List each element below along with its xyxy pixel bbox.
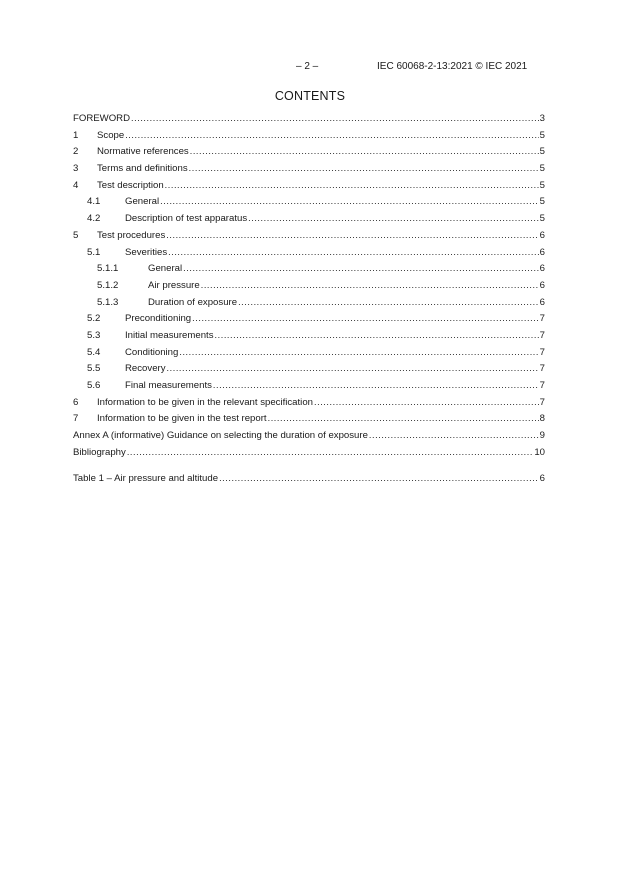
- toc-entry-page-number: 5: [539, 129, 545, 141]
- toc-entry-page-number: 7: [539, 329, 545, 341]
- toc-entry[interactable]: [73, 280, 545, 297]
- toc-entry-page-number: 7: [539, 346, 545, 358]
- dot-leader: [183, 263, 539, 274]
- toc-entry-title: Normative references: [97, 146, 189, 158]
- toc-entry-page-number: 6: [539, 473, 545, 485]
- dot-leader: [165, 180, 539, 191]
- toc-entry-number: 3: [73, 163, 79, 175]
- toc-entry-number: 5.5: [87, 363, 101, 375]
- toc-entry[interactable]: [73, 146, 545, 163]
- toc-entry-page-number: 6: [539, 296, 545, 308]
- toc-entry-title: Final measurements: [125, 380, 212, 391]
- toc-entry-title: General: [148, 263, 183, 275]
- toc-entry-title: Air pressure: [148, 279, 200, 291]
- toc-entry-number: 1: [73, 129, 79, 141]
- dot-leader: [160, 196, 539, 207]
- toc-entry-page-number: 6: [539, 246, 545, 258]
- toc-entry-page-number: 3: [539, 113, 545, 124]
- toc-entry-number: 7: [73, 413, 79, 425]
- dot-leader: [167, 363, 539, 374]
- toc-entry-number: 5.6: [87, 380, 101, 391]
- dot-leader: [248, 213, 539, 224]
- toc-entry-title: Table 1 – Air pressure and altitude: [73, 473, 219, 485]
- dot-leader: [238, 297, 539, 308]
- toc-entry[interactable]: [73, 397, 545, 414]
- dot-leader: [166, 230, 538, 241]
- toc-entry-number: 4: [73, 179, 79, 191]
- toc-entry-page-number: 8: [539, 413, 545, 425]
- toc-entry-page-number: 5: [539, 196, 545, 208]
- dot-leader: [131, 113, 539, 124]
- toc-entry-number: 2: [73, 146, 79, 158]
- toc-entry-number: 5.1.2: [97, 279, 119, 291]
- list-of-tables: [73, 473, 545, 490]
- dot-leader: [201, 280, 539, 291]
- toc-entry-number: 5.2: [87, 313, 101, 325]
- toc-entry-title: Bibliography: [73, 446, 126, 458]
- toc-list: [73, 113, 545, 463]
- toc-entry[interactable]: [73, 447, 545, 464]
- dot-leader: [369, 430, 539, 441]
- toc-entry-number: 4.2: [87, 213, 101, 225]
- dot-leader: [219, 473, 539, 484]
- dot-leader: [213, 380, 539, 391]
- toc-entry-title: Terms and definitions: [97, 163, 188, 175]
- toc-entry[interactable]: [73, 213, 545, 230]
- toc-entry-title: Description of test apparatus: [125, 213, 248, 225]
- toc-entry[interactable]: [73, 263, 545, 280]
- toc-gap: [73, 463, 545, 473]
- toc-entry[interactable]: [73, 330, 545, 347]
- toc-entry[interactable]: [73, 113, 545, 130]
- toc-entry[interactable]: [73, 163, 545, 180]
- toc-entry[interactable]: [73, 313, 545, 330]
- toc-entry[interactable]: [73, 380, 545, 397]
- toc-entry-title: Initial measurements: [125, 329, 214, 341]
- toc-entry-number: 5: [73, 229, 79, 241]
- toc-entry-title: Test description: [97, 179, 164, 191]
- toc-entry[interactable]: [73, 180, 545, 197]
- toc-entry-page-number: 5: [539, 163, 545, 175]
- toc-entry[interactable]: [73, 130, 545, 147]
- toc-entry-title: Annex A (informative) Guidance on selecting the duration of exposure: [73, 430, 368, 442]
- toc-entry-title: Test procedures: [97, 229, 166, 241]
- toc-entry-title: Scope: [97, 129, 125, 141]
- toc-entry-page-number: 9: [539, 430, 545, 442]
- toc-entry-page-number: 6: [539, 263, 545, 275]
- toc-entry-page-number: 6: [539, 279, 545, 291]
- toc-entry-page-number: 7: [539, 313, 545, 325]
- dot-leader: [215, 330, 539, 341]
- toc-entry[interactable]: [73, 196, 545, 213]
- toc-entry-number: 5.3: [87, 329, 101, 341]
- toc-entry-page-number: 6: [539, 229, 545, 241]
- toc-entry-number: 6: [73, 396, 79, 408]
- toc-entry-number: 5.4: [87, 346, 101, 358]
- toc-entry-page-number: 7: [539, 380, 545, 391]
- dot-leader: [127, 447, 534, 458]
- dot-leader: [192, 313, 539, 324]
- toc-entry[interactable]: [73, 297, 545, 314]
- table-list-entry[interactable]: [73, 473, 545, 490]
- toc-entry-page-number: 7: [539, 396, 545, 408]
- toc-entry-number: 5.1.3: [97, 296, 119, 308]
- toc-entry-number: 5.1: [87, 246, 101, 258]
- toc-entry-title: Conditioning: [125, 346, 179, 358]
- toc-entry-title: Duration of exposure: [148, 296, 238, 308]
- toc-entry[interactable]: [73, 430, 545, 447]
- dot-leader: [314, 397, 539, 408]
- contents-heading: CONTENTS: [274, 89, 346, 103]
- page-number: – 2 –: [296, 61, 319, 72]
- toc-entry-page-number: 5: [539, 213, 545, 225]
- dot-leader: [179, 347, 538, 358]
- toc-entry-title: Information to be given in the relevant specification: [97, 396, 313, 408]
- toc-entry-number: 5.1.1: [97, 263, 119, 275]
- toc-entry[interactable]: [73, 347, 545, 364]
- toc-entry-title: FOREWORD: [73, 113, 131, 124]
- toc-entry-page-number: 7: [539, 363, 545, 375]
- toc-entry[interactable]: [73, 247, 545, 264]
- toc-entry-title: General: [125, 196, 160, 208]
- dot-leader: [189, 163, 539, 174]
- toc-entry-page-number: 10: [534, 446, 545, 458]
- toc-entry-title: Preconditioning: [125, 313, 192, 325]
- toc-entry-title: Information to be given in the test report: [97, 413, 267, 425]
- toc-entry[interactable]: [73, 230, 545, 247]
- dot-leader: [190, 146, 539, 157]
- table-of-contents: [73, 113, 545, 490]
- toc-entry[interactable]: [73, 413, 545, 430]
- dot-leader: [168, 247, 539, 258]
- dot-leader: [125, 130, 538, 141]
- toc-entry-page-number: 5: [539, 179, 545, 191]
- document-identifier: IEC 60068-2-13:2021 © IEC 2021: [377, 61, 528, 72]
- toc-entry-page-number: 5: [539, 146, 545, 158]
- toc-entry-number: 4.1: [87, 196, 101, 208]
- toc-entry-title: Recovery: [125, 363, 166, 375]
- toc-entry[interactable]: [73, 363, 545, 380]
- toc-entry-title: Severities: [125, 246, 168, 258]
- dot-leader: [268, 413, 539, 424]
